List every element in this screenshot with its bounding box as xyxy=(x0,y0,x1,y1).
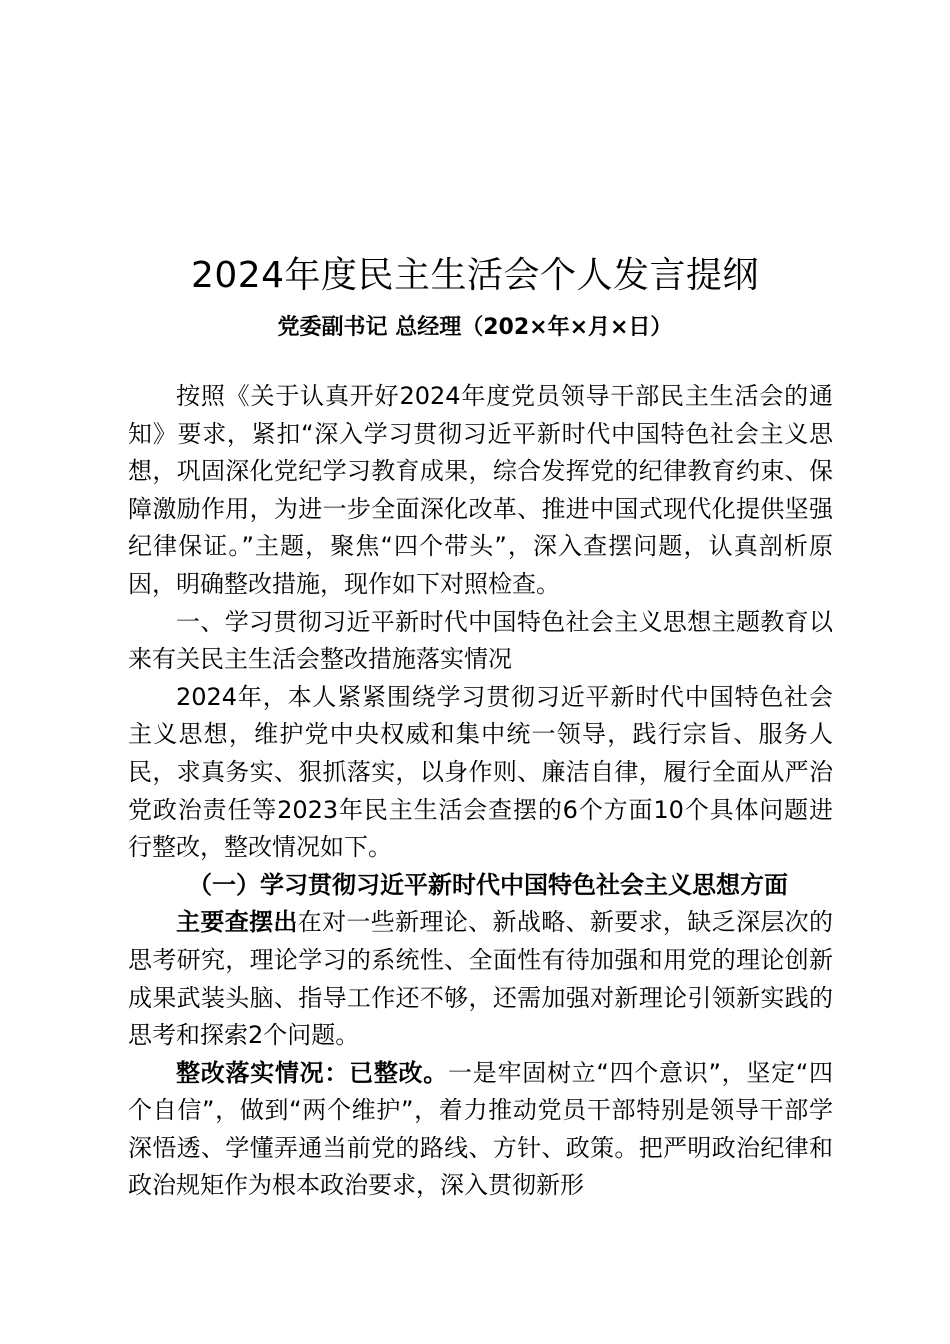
document-subtitle: 党委副书记 总经理（202×年×月×日） xyxy=(277,315,673,340)
rectification-text: 一是牢固树立“四个意识”，坚定“四个自信”，做到“两个维护”，着力推动党员干部特别是领导干部学深悟透、学懂弄通当前党的路线、方针、政策。把严明政治纪律和政治规矩作为根本政治要求，深入贯彻新形 xyxy=(128,1058,833,1200)
document-title: 2024年度民主生活会个人发言提纲 xyxy=(190,255,760,296)
section-heading: 一、学习贯彻习近平新时代中国特色社会主义思想主题教育以来有关民主生活会整改措施落实情况 xyxy=(128,607,833,674)
subsection-heading: （一）学习贯彻习近平新时代中国特色社会主义思想方面 xyxy=(188,870,788,899)
problems-text: 在对一些新理论、新战略、新要求，缺乏深层次的思考研究，理论学习的系统性、全面性有待加强和用党的理论创新成果武装头脑、指导工作还不够，还需加强对新理论引领新实践的思考和探索2个问题。 xyxy=(128,908,834,1050)
problems-label: 主要查摆出 xyxy=(176,908,298,937)
document-body xyxy=(128,378,833,1205)
problems-paragraph xyxy=(128,904,833,1054)
rectification-label: 整改落实情况：已整改。 xyxy=(176,1058,449,1087)
rectification-paragraph xyxy=(128,1055,833,1205)
intro-paragraph: 按照《关于认真开好2024年度党员领导干部民主生活会的通知》要求，紧扣“深入学习贯彻习近平新时代中国特色社会主义思想，巩固深化党纪学习教育成果，综合发挥党的纪律教育约束、保障激励作用，为进一步全面深化改革、推进中国式现代化提供坚强纪律保证。”主题，聚焦“四个带头”，深入查摆问题，认真剖析原因，明确整改措施，现作如下对照检查。 xyxy=(128,382,833,598)
section-paragraph: 2024年，本人紧紧围绕学习贯彻习近平新时代中国特色社会主义思想，维护党中央权威和集中统一领导，践行宗旨、服务人民，求真务实、狠抓落实，以身作则、廉洁自律，履行全面从严治党政治责任等2023年民主生活会查摆的6个方面10个具体问题进行整改，整改情况如下。 xyxy=(128,682,833,862)
